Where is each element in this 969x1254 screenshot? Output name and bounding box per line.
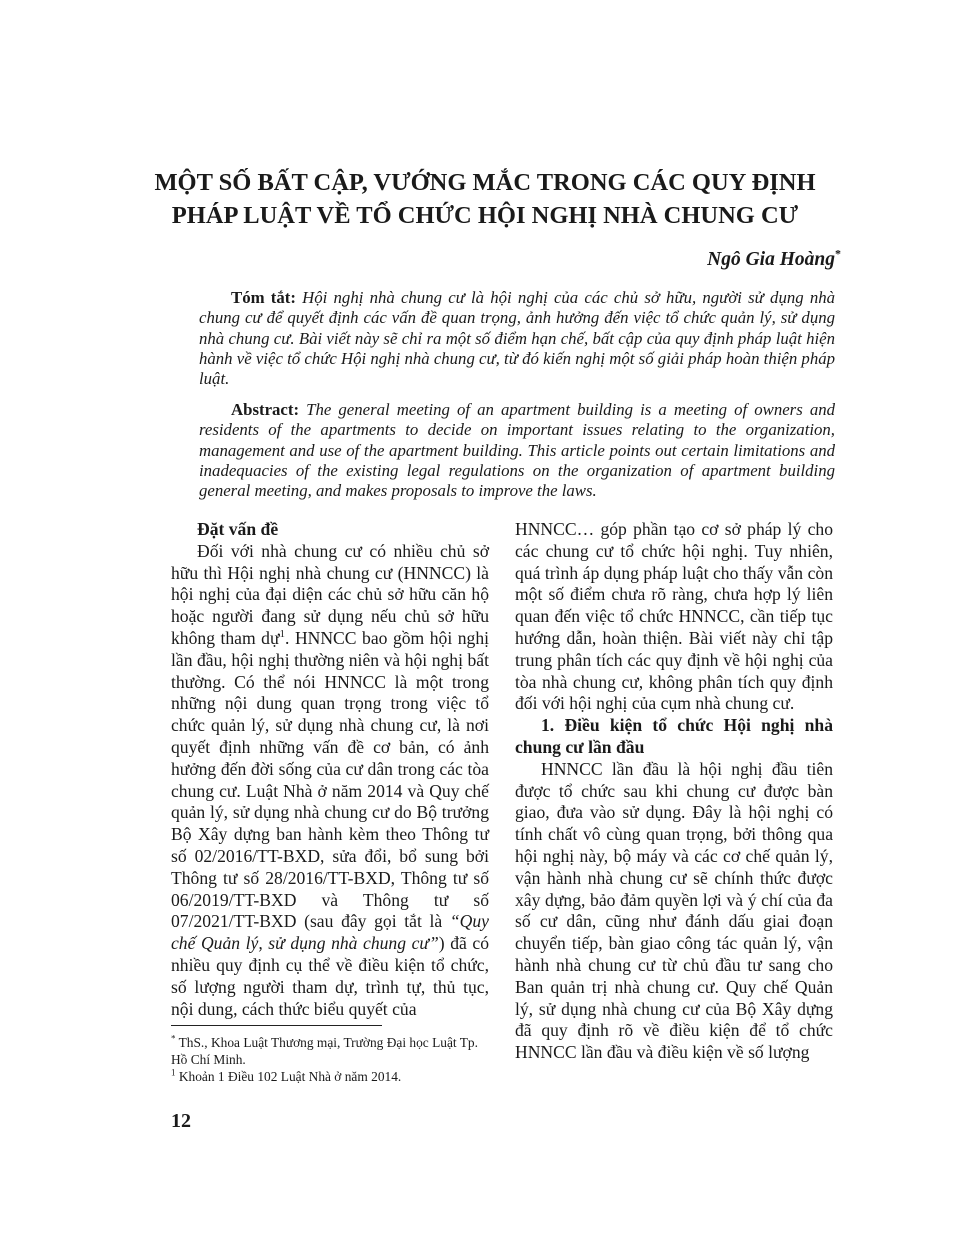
- summary-vi-label: Tóm tắt:: [231, 288, 296, 307]
- author-byline: [707, 246, 841, 271]
- abstract-label: Abstract:: [231, 400, 300, 419]
- summary-vietnamese: [199, 288, 835, 389]
- footnote-text: ThS., Khoa Luật Thương mại, Trường Đại học Luật Tp. Hồ Chí Minh.: [171, 1035, 478, 1067]
- right-column: [515, 519, 833, 1064]
- article-title: [120, 166, 850, 232]
- left-column: [171, 519, 489, 1020]
- footnote-text: Khoản 1 Điều 102 Luật Nhà ở năm 2014.: [178, 1069, 402, 1084]
- intro-text-c: ) đã có nhiều quy định cụ thể về điều kiện tổ chức, số lượng người tham dự, trình tự, thủ tục, nội dung, cách thức biểu quyết của: [171, 933, 489, 1019]
- page-number: 12: [171, 1110, 191, 1132]
- footnote-divider: [171, 1025, 382, 1026]
- section-heading-1: 1. Điều kiện tổ chức Hội nghị nhà chung cư lần đầu: [515, 715, 833, 757]
- footnote-ref-1[interactable]: 1: [279, 628, 286, 641]
- author-footnote-marker: *: [835, 246, 841, 261]
- footnote-marker: *: [171, 1033, 176, 1044]
- section-heading-introduction: Đặt vấn đề: [197, 519, 279, 539]
- intro-text-a: Đối với nhà chung cư có nhiều chủ sở hữu thì Hội nghị nhà chung cư (HNNCC) là hội nghị của đại diện các chủ sở hữu căn hộ hoặc người đang sử dụng nếu chủ sở hữu không tham dự: [171, 540, 489, 648]
- footnote-marker: 1: [171, 1067, 176, 1078]
- intro-text-b: . HNNCC bao gồm hội nghị lần đầu, hội nghị thường niên và hội nghị bất thường. Có thể nói HNNCC là một trong những nội dung quan trọng trong việc tổ chức quản lý, sử dụng nhà chung cư, là nơi quyết định những vấn đề cơ bản, có ảnh hưởng đến đời sống của cư dân trong các tòa chung cư. Luật Nhà ở năm 2014 và Quy chế quản lý, sử dụng nhà chung cư do Bộ trưởng Bộ Xây dựng ban hành kèm theo Thông tư số 02/2016/TT-BXD, sửa đổi, bổ sung bởi Thông tư số 28/2016/TT-BXD, Thông tư số 06/2019/TT-BXD và Thông tư số 07/2021/TT-BXD (sau đây gọi tắt là: [171, 627, 490, 932]
- intro-italic-citation: “Quy chế Quản lý, sử dụng nhà chung cư”: [171, 911, 489, 954]
- footnotes: [171, 1034, 489, 1085]
- abstract-english: [199, 400, 835, 501]
- author-name: Ngô Gia Hoàng: [707, 249, 835, 270]
- footnote-1: [171, 1068, 489, 1085]
- footnote-author: [171, 1034, 489, 1068]
- right-column-continuation: HNNCC… góp phần tạo cơ sở pháp lý cho các chung cư tổ chức hội nghị. Tuy nhiên, quá trình áp dụng pháp luật cho thấy vẫn còn một số điểm chưa rõ ràng, chưa hợp lý liên quan đến việc tổ chức HNNCC, cần tiếp tục hướng dẫn, hoàn thiện. Bài viết này chỉ tập trung phân tích các quy định về hội nghị của tòa nhà chung cư, không phân tích quy định đối với hội nghị của cụm nhà chung cư.: [515, 519, 833, 714]
- summary-vi-text: Hội nghị nhà chung cư là hội nghị của các chủ sở hữu, người sử dụng nhà chung cư để quyết định các vấn đề quan trọng, ảnh hưởng đến việc tổ chức quản lý, sử dụng nhà chung cư. Bài viết này sẽ chỉ ra một số điểm hạn chế, bất cập của quy định pháp luật hiện hành về việc tổ chức Hội nghị nhà chung cư, từ đó kiến nghị một số giải pháp hoàn thiện pháp luật.: [199, 288, 835, 389]
- section-1-paragraph: HNNCC lần đầu là hội nghị đầu tiên được tổ chức sau khi chung cư được bàn giao, đưa vào sử dụng. Đây là hội nghị có tính chất vô cùng quan trọng, bởi thông qua hội nghị này, bộ máy và các cơ chế quản lý, vận hành nhà chung cư sẽ chính thức được xây dựng, bảo đảm quyền lợi và ý chí của đa số cư dân, cũng như đánh dấu giai đoạn chuyển tiếp, bàn giao công tác quản lý, vận hành nhà chung cư từ chủ đầu tư sang cho Ban quản trị nhà chung cư. Quy chế Quản lý, sử dụng nhà chung cư của Bộ Xây dựng đã quy định rõ về điều kiện để tổ chức HNNCC lần đầu và điều kiện về số lượng: [515, 758, 833, 1063]
- introduction-paragraph: [171, 541, 489, 1021]
- title-line-2: PHÁP LUẬT VỀ TỔ CHỨC HỘI NGHỊ NHÀ CHUNG CƯ: [171, 202, 799, 229]
- title-line-1: MỘT SỐ BẤT CẬP, VƯỚNG MẮC TRONG CÁC QUY ĐỊNH: [154, 169, 816, 196]
- abstract-text: The general meeting of an apartment building is a meeting of owners and residents of the apartments to decide on important issues relating to the organization, management and use of the apartment building. This article points out certain limitations and inadequacies of the existing legal regulations on the organization of apartment building general meeting, and makes proposals to improve the laws.: [199, 400, 835, 501]
